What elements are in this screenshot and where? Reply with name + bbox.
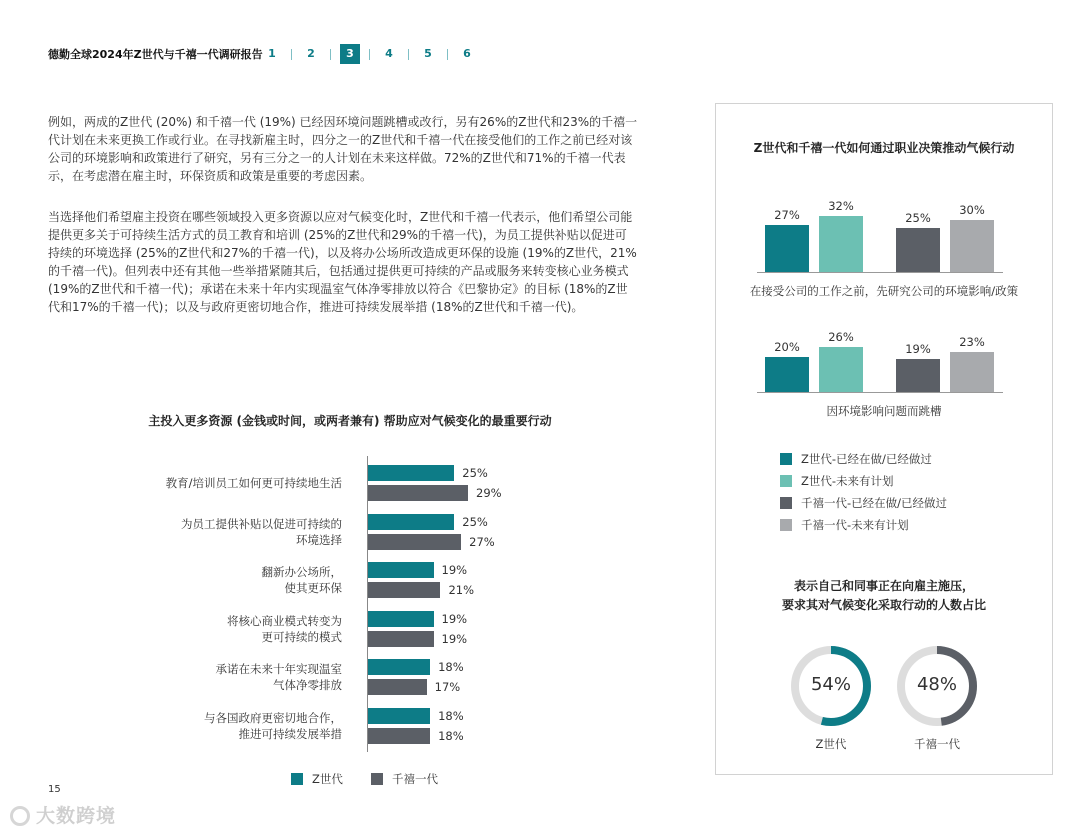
vertical-bar bbox=[765, 225, 809, 272]
page-link-6[interactable]: 6 bbox=[463, 47, 471, 60]
genz-done-swatch bbox=[780, 453, 792, 465]
bar-millennial bbox=[368, 582, 440, 598]
category-label-line: 更可持续的模式 bbox=[261, 629, 342, 644]
category-label bbox=[22, 564, 342, 596]
group-label-research: 在接受公司的工作之前，先研究公司的环境影响/政策 bbox=[749, 284, 1019, 298]
right-legend-millennial-done bbox=[780, 495, 947, 511]
millennial-plan-swatch bbox=[780, 519, 792, 531]
left-legend-millennial bbox=[371, 771, 438, 787]
category-label-line: 环境选择 bbox=[296, 532, 342, 547]
category-label bbox=[22, 613, 342, 645]
page-link-1[interactable]: 1 bbox=[268, 47, 276, 60]
left-chart-title: 主投入更多资源 (金钱或时间，或两者兼有) 帮助应对气候变化的最重要行动 bbox=[148, 414, 552, 428]
vertical-bar-value: 26% bbox=[828, 329, 854, 344]
bar-value-label: 18% bbox=[438, 709, 464, 723]
bar-millennial bbox=[368, 631, 434, 647]
legend-label: 千禧一代-未来有计划 bbox=[801, 518, 909, 532]
category-label bbox=[22, 475, 342, 491]
left-legend-genz bbox=[291, 771, 343, 787]
legend-label: Z世代 bbox=[312, 772, 343, 786]
vertical-bar bbox=[950, 352, 994, 392]
vertical-bar bbox=[896, 228, 940, 272]
donut-value: 54% bbox=[810, 674, 851, 695]
category-label bbox=[22, 661, 342, 693]
donut-label: 千禧一代 bbox=[914, 737, 960, 751]
donut-value: 48% bbox=[916, 674, 957, 695]
genz-plan-swatch bbox=[780, 475, 792, 487]
vertical-bar bbox=[950, 220, 994, 273]
page-link-3[interactable]: 3 bbox=[340, 44, 360, 64]
vertical-bar-value: 25% bbox=[905, 211, 931, 226]
genz-swatch bbox=[291, 773, 303, 785]
page-navigation bbox=[262, 44, 477, 64]
page-number: 15 bbox=[48, 784, 61, 795]
vertical-bar-value: 23% bbox=[959, 334, 985, 349]
page-separator bbox=[447, 49, 448, 60]
right-legend-millennial-plan bbox=[780, 517, 909, 533]
body-paragraph-1: 例如，两成的Z世代 (20%) 和千禧一代 (19%) 已经因环境问题跳槽或改行，另有26%的Z世代和23%的千禧一代计划在未来更换工作或行业。在寻找新雇主时，四分之一的Z世代和千禧一代在接受他们的工作之前已经对该公司的环境影响和政策进行了研究，另有三分之一的人计划在未来这样做。72%的Z世代和71%的千禧一代表示，在考虑潜在雇主时，环保资质和政策是重要的考虑因素。 bbox=[48, 115, 638, 183]
group-label-job-change: 因环境影响问题而跳槽 bbox=[826, 404, 942, 418]
donut-title-line2: 要求其对气候变化采取行动的人数占比 bbox=[781, 598, 986, 612]
page-link-2[interactable]: 2 bbox=[307, 47, 315, 60]
watermark-text: 大数跨境 bbox=[36, 805, 117, 827]
bar-genz bbox=[368, 659, 430, 675]
bar-value-label: 25% bbox=[462, 466, 488, 480]
page-separator bbox=[408, 49, 409, 60]
vertical-bar bbox=[819, 347, 863, 393]
legend-label: Z世代-未来有计划 bbox=[801, 474, 894, 488]
category-label bbox=[22, 516, 342, 548]
bar-value-label: 27% bbox=[469, 534, 495, 549]
category-label-line: 承诺在未来十年实现温室 bbox=[215, 662, 342, 677]
group-baseline bbox=[757, 392, 1003, 393]
page-link-5[interactable]: 5 bbox=[424, 47, 432, 60]
category-label-line: 推进可持续发展举措 bbox=[238, 727, 342, 741]
right-panel bbox=[715, 103, 1053, 775]
bar-value-label: 29% bbox=[476, 486, 502, 500]
bar-value-label: 21% bbox=[448, 583, 474, 598]
bar-genz bbox=[368, 465, 454, 481]
bar-millennial bbox=[368, 728, 430, 744]
bar-value-label: 19% bbox=[441, 563, 468, 578]
bar-value-label: 19% bbox=[441, 631, 468, 646]
right-legend-genz-plan bbox=[780, 473, 894, 489]
bar-millennial bbox=[368, 679, 427, 695]
bar-genz bbox=[368, 514, 454, 530]
watermark bbox=[10, 801, 116, 828]
right-panel-title: Z世代和千禧一代如何通过职业决策推动气候行动 bbox=[753, 141, 1015, 155]
vertical-bar-value: 32% bbox=[828, 199, 854, 213]
page-separator bbox=[369, 49, 370, 60]
legend-label: 千禧一代-已经在做/已经做过 bbox=[801, 496, 948, 510]
category-label-line: 与各国政府更密切地合作， bbox=[204, 711, 342, 725]
vertical-bar-value: 30% bbox=[959, 202, 985, 217]
page-separator bbox=[291, 49, 292, 60]
right-legend-genz-done bbox=[780, 451, 932, 467]
report-title: 德勤全球2024年Z世代与千禧一代调研报告 bbox=[48, 48, 263, 61]
legend-label: 千禧一代 bbox=[392, 772, 438, 786]
bar-value-label: 25% bbox=[462, 514, 488, 529]
bar-value-label: 19% bbox=[441, 611, 468, 626]
category-label-line: 为员工提供补贴以促进可持续的 bbox=[181, 516, 342, 531]
category-label-line: 翻新办公场所， bbox=[261, 565, 342, 580]
bar-millennial bbox=[368, 534, 461, 550]
vertical-bar bbox=[896, 359, 940, 392]
body-paragraph-2: 当选择他们希望雇主投资在哪些领域投入更多资源以应对气候变化时，Z世代和千禧一代表示，他们希望公司能提供更多关于可持续生活方式的员工教育和培训 (25%的Z世代和29%的千禧一代)，为员工提供补贴以促进可持续的环境选择 (25%的Z世代和27%的千禧一代)，以及将办公场所改造成更环保的设施 (19%的Z世代，21%的千禧一代)。但列表中还有其他一些举措紧随其后，包括通过提供更可持续的产品或服务来转变核心业务模式 (19%的Z世代和千禧一代)；承诺在未来十年内实现温室气体净零排放以符合《巴黎协定》的目标 (18%的Z世代和17%的千禧一代)；以及与政府更密切地合作，推进可持续发展举措 (18%的Z世代和千禧一代)。 bbox=[48, 210, 637, 314]
donut-title-line1: 表示自己和同事正在向雇主施压， bbox=[793, 579, 974, 593]
vertical-bar-value: 20% bbox=[774, 340, 800, 354]
page-link-4[interactable]: 4 bbox=[385, 47, 393, 60]
page-separator bbox=[330, 49, 331, 60]
bar-value-label: 17% bbox=[434, 680, 461, 695]
millennial-swatch bbox=[371, 773, 383, 785]
bar-value-label: 18% bbox=[438, 729, 464, 743]
bar-genz bbox=[368, 611, 434, 627]
category-label-line: 教育/培训员工如何更可持续地生活 bbox=[165, 476, 342, 490]
watermark-logo-icon bbox=[10, 806, 30, 826]
millennial-done-swatch bbox=[780, 497, 792, 509]
bar-genz bbox=[368, 708, 430, 724]
donut-label: Z世代 bbox=[815, 737, 847, 751]
vertical-bar bbox=[765, 357, 809, 392]
legend-label: Z世代-已经在做/已经做过 bbox=[801, 452, 932, 466]
bar-millennial bbox=[368, 485, 468, 501]
vertical-bar-value: 27% bbox=[774, 207, 800, 222]
category-label-line: 气体净零排放 bbox=[273, 678, 342, 693]
vertical-bar bbox=[819, 216, 863, 272]
category-label-line: 使其更环保 bbox=[284, 581, 342, 596]
vertical-bar-value: 19% bbox=[905, 341, 931, 356]
group-baseline bbox=[757, 272, 1003, 273]
category-label-line: 将核心商业模式转变为 bbox=[227, 613, 342, 628]
category-label bbox=[22, 710, 342, 742]
bar-genz bbox=[368, 562, 434, 578]
bar-value-label: 18% bbox=[438, 660, 464, 675]
